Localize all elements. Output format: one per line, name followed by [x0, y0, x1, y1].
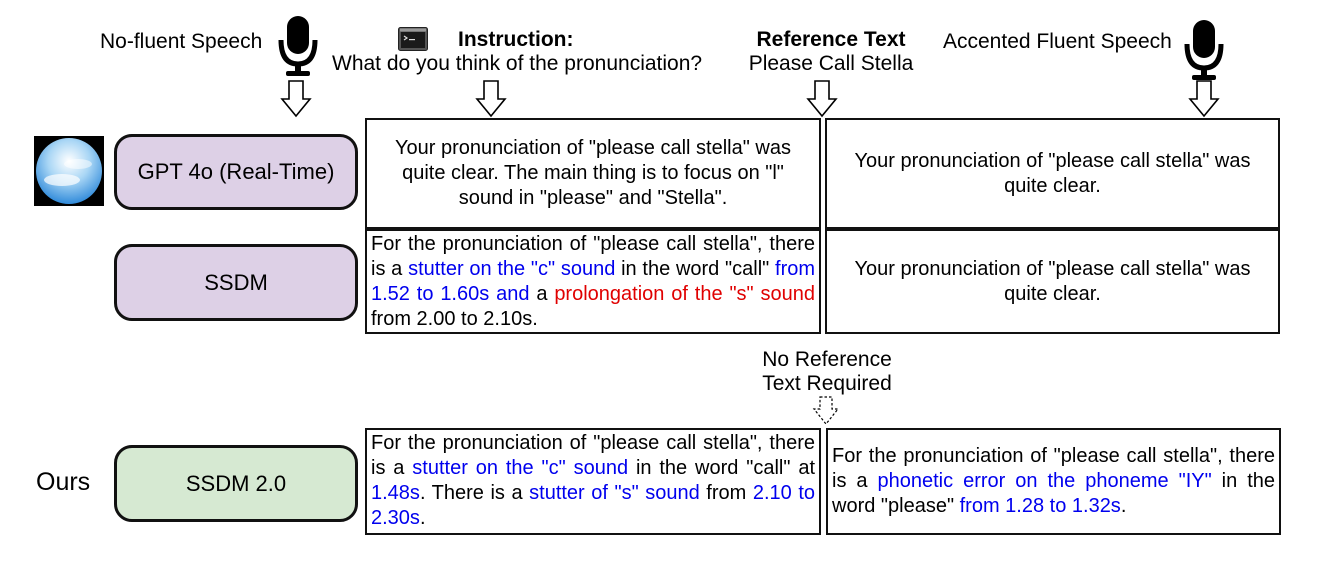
- down-arrow-icon: [806, 80, 838, 118]
- response-text: [845, 149, 1260, 199]
- reference-text-title: Reference Text: [756, 28, 906, 51]
- model-label: GPT 4o (Real-Time): [137, 159, 335, 184]
- model-ssdm-box: [114, 244, 358, 321]
- text-segment: from 2.00 to 2.10s.: [371, 308, 538, 330]
- model-label: SSDM: [204, 269, 268, 295]
- highlight-segment: phonetic error on the phoneme "IY": [877, 470, 1212, 492]
- text-segment: Your pronunciation of "please call stella" was quite clear.: [854, 257, 1251, 305]
- text-segment: a: [529, 283, 555, 305]
- model-gpt4o-box: [114, 134, 358, 210]
- text-segment: Your pronunciation of "please call stella" was quite clear. The main thing is to focus on "l" sound in "please" and "Stella".: [395, 137, 791, 209]
- ssdm-accented-response: [825, 229, 1280, 334]
- gpt4o-nofluent-response: [365, 118, 821, 229]
- microphone-icon: [1182, 18, 1226, 82]
- text-segment: in the word "call" at: [628, 457, 816, 479]
- highlight-segment: stutter on the "c" sound: [412, 457, 629, 479]
- ssdm2-accented-response: [826, 428, 1281, 535]
- model-ssdm2-box: [114, 445, 358, 522]
- highlight-segment: stutter on the "c" sound: [408, 258, 616, 280]
- text-segment: .: [419, 507, 426, 529]
- text-segment: . There is a: [419, 482, 530, 504]
- response-text: [371, 232, 815, 332]
- ssdm2-nofluent-response: [365, 428, 821, 535]
- no-reference-line1: No Reference: [762, 348, 892, 371]
- response-text: [371, 431, 815, 531]
- text-segment: in the word "call": [615, 258, 776, 280]
- text-segment: in the word "please": [832, 470, 1275, 517]
- instruction-title: Instruction:: [458, 28, 574, 51]
- text-segment: from: [699, 482, 753, 504]
- highlight-segment: from 1.28 to 1.32s: [959, 495, 1121, 517]
- highlight-segment: 2.10 to 2.30s: [371, 482, 815, 529]
- highlight-segment: 1.48s: [371, 482, 420, 504]
- down-arrow-icon: [475, 80, 507, 118]
- nofluent-speech-label: No-fluent Speech: [100, 30, 263, 53]
- ours-label: Ours: [36, 468, 91, 496]
- text-segment: .: [1120, 495, 1127, 517]
- microphone-icon: [276, 14, 320, 78]
- response-text: [385, 136, 801, 211]
- gpt-sky-logo-icon: [34, 136, 104, 206]
- accented-fluent-speech-label: Accented Fluent Speech: [943, 30, 1172, 53]
- text-segment: Your pronunciation of "please call stella" was quite clear.: [854, 149, 1251, 197]
- ssdm-nofluent-response: [365, 229, 821, 334]
- dashed-down-arrow-icon: [812, 396, 840, 426]
- no-reference-line2: Text Required: [762, 372, 892, 395]
- highlight-segment: prolongation of the "s" sound: [554, 283, 815, 305]
- gpt4o-accented-response: [825, 118, 1280, 229]
- down-arrow-icon: [280, 80, 312, 118]
- text-segment: For the pronunciation of "please call stella", there is a: [371, 233, 815, 280]
- instruction-text: What do you think of the pronunciation?: [332, 52, 703, 75]
- reference-text-value: Please Call Stella: [748, 52, 914, 75]
- text-segment: For the pronunciation of "please call stella", there is a: [371, 432, 815, 479]
- response-text: [832, 444, 1275, 519]
- text-segment: For the pronunciation of "please call stella", there is a: [832, 445, 1275, 492]
- down-arrow-icon: [1188, 80, 1220, 118]
- model-label: SSDM 2.0: [185, 470, 287, 496]
- terminal-icon: [398, 27, 428, 51]
- highlight-segment: from 1.52 to 1.60s and: [371, 258, 816, 305]
- response-text: [845, 257, 1260, 307]
- highlight-segment: stutter of "s" sound: [529, 482, 700, 504]
